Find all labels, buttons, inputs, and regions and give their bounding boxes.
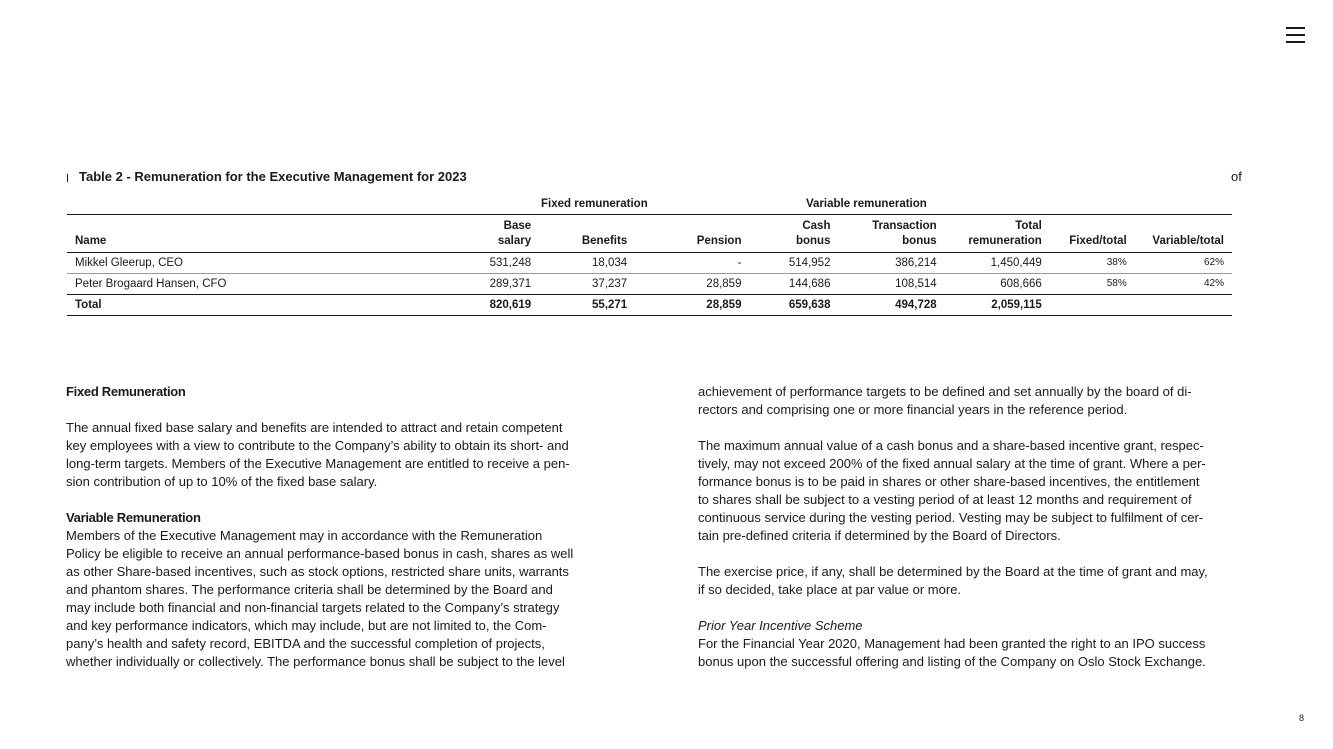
col-pension: Pension xyxy=(696,235,742,247)
text-line: tively, may not exceed 200% of the fixed annual salary at the time of grant. Where a per- xyxy=(698,456,1206,471)
cell-base: 531,248 xyxy=(489,257,532,269)
group-header-fixed: Fixed remuneration xyxy=(541,198,648,210)
cell-empty xyxy=(1127,295,1232,316)
col-variable-total: Variable/total xyxy=(1152,235,1224,247)
text-line: continuous service during the vesting period. Vesting may be subject to fulfilment of cer- xyxy=(698,510,1204,525)
cell-transaction: 494,728 xyxy=(895,299,937,311)
hamburger-menu-icon[interactable] xyxy=(1286,27,1306,45)
table-title: Table 2 - Remuneration for the Executive Management for 2023 xyxy=(79,169,467,184)
table-row xyxy=(67,253,1232,274)
text-line: Members of the Executive Management may in accordance with the Remuneration xyxy=(66,528,543,543)
text-line: as other Share-based incentives, such as stock options, restricted share units, warrants xyxy=(66,564,569,579)
text-line: rectors and comprising one or more financial years in the reference period. xyxy=(698,402,1128,417)
stray-text: of xyxy=(1231,169,1242,184)
cell-base: 820,619 xyxy=(489,299,532,311)
table-marker xyxy=(67,174,68,182)
cell-pension: 28,859 xyxy=(706,278,742,290)
cell-pension: - xyxy=(737,257,742,269)
text-line: sion contribution of up to 10% of the fixed base salary. xyxy=(66,474,378,489)
cell-empty xyxy=(1042,295,1127,316)
table-header-row xyxy=(67,217,1232,253)
text-line: long-term targets. Members of the Executive Management are entitled to receive a pen- xyxy=(66,456,570,471)
group-header-variable: Variable remuneration xyxy=(806,198,927,210)
cell-transaction: 386,214 xyxy=(895,257,937,269)
text-line: The maximum annual value of a cash bonus and a share-based incentive grant, respec- xyxy=(698,438,1204,453)
cell-name: Mikkel Gleerup, CEO xyxy=(75,257,184,269)
heading-fixed-remuneration: Fixed Remuneration xyxy=(66,384,186,399)
table-total-row xyxy=(67,295,1232,316)
text-line: achievement of performance targets to be defined and set annually by the board of di- xyxy=(698,384,1192,399)
cell-total: 608,666 xyxy=(1000,278,1042,290)
col-base-salary: Base salary xyxy=(497,220,532,247)
text-line: may include both financial and non-financial targets related to the Company’s strategy xyxy=(66,600,560,615)
cell-benefits: 18,034 xyxy=(592,257,628,269)
page-number: 8 xyxy=(1299,713,1305,723)
cell-fixed-pct: 58% xyxy=(1106,278,1127,289)
cell-benefits: 37,237 xyxy=(592,278,628,290)
text-line: key employees with a view to contribute to the Company’s ability to obtain its short- and xyxy=(66,438,569,453)
cell-fixed-pct: 38% xyxy=(1106,257,1127,268)
table-row xyxy=(67,274,1232,295)
cell-pension: 28,859 xyxy=(706,299,742,311)
heading-variable-remuneration: Variable Remuneration xyxy=(66,510,201,525)
cell-total: 2,059,115 xyxy=(991,299,1042,311)
text-line: whether individually or collectively. The performance bonus shall be subject to the level xyxy=(66,654,565,669)
col-benefits: Benefits xyxy=(581,235,628,247)
cell-name: Peter Brogaard Hansen, CFO xyxy=(75,278,227,290)
cell-variable-pct: 62% xyxy=(1203,257,1224,268)
col-total-remuneration: Total remuneration xyxy=(968,220,1042,247)
col-cash-bonus: Cash bonus xyxy=(795,220,831,247)
cell-cash: 514,952 xyxy=(788,257,831,269)
cell-cash: 659,638 xyxy=(788,299,831,311)
cell-name: Total xyxy=(75,299,102,311)
cell-variable-pct: 42% xyxy=(1203,278,1224,289)
text-line: to shares shall be subject to a vesting period of at least 12 months and requirement of xyxy=(698,492,1192,507)
text-line: formance bonus is to be paid in shares or other share-based incentives, the entitlement xyxy=(698,474,1200,489)
text-line: For the Financial Year 2020, Management had been granted the right to an IPO success xyxy=(698,636,1206,651)
heading-prior-year-incentive: Prior Year Incentive Scheme xyxy=(698,618,863,633)
text-line: if so decided, take place at par value or more. xyxy=(698,582,962,597)
cell-base: 289,371 xyxy=(489,278,532,290)
text-line: and key performance indicators, which may include, but are not limited to, the Com- xyxy=(66,618,547,633)
cell-benefits: 55,271 xyxy=(592,299,628,311)
col-transaction-bonus: Transaction bonus xyxy=(872,220,937,247)
cell-transaction: 108,514 xyxy=(895,278,937,290)
text-line: and phantom shares. The performance criteria shall be determined by the Board and xyxy=(66,582,553,597)
cell-cash: 144,686 xyxy=(788,278,831,290)
text-line: The annual fixed base salary and benefits are intended to attract and retain competent xyxy=(66,420,563,435)
text-line: pany’s health and safety record, EBITDA and the successful completion of projects, xyxy=(66,636,545,651)
table-top-rule xyxy=(67,214,1232,215)
text-line: bonus upon the successful offering and listing of the Company on Oslo Stock Exchange. xyxy=(698,654,1206,669)
text-line: tain pre-defined criteria if determined by the Board of Directors. xyxy=(698,528,1061,543)
text-line: The exercise price, if any, shall be determined by the Board at the time of grant and may, xyxy=(698,564,1208,579)
left-text-column xyxy=(66,383,636,671)
right-text-column xyxy=(698,383,1268,671)
remuneration-table xyxy=(67,217,1232,316)
text-line: Policy be eligible to receive an annual performance-based bonus in cash, shares as well xyxy=(66,546,574,561)
col-name: Name xyxy=(75,235,107,247)
cell-total: 1,450,449 xyxy=(990,257,1042,269)
col-fixed-total: Fixed/total xyxy=(1069,235,1127,247)
